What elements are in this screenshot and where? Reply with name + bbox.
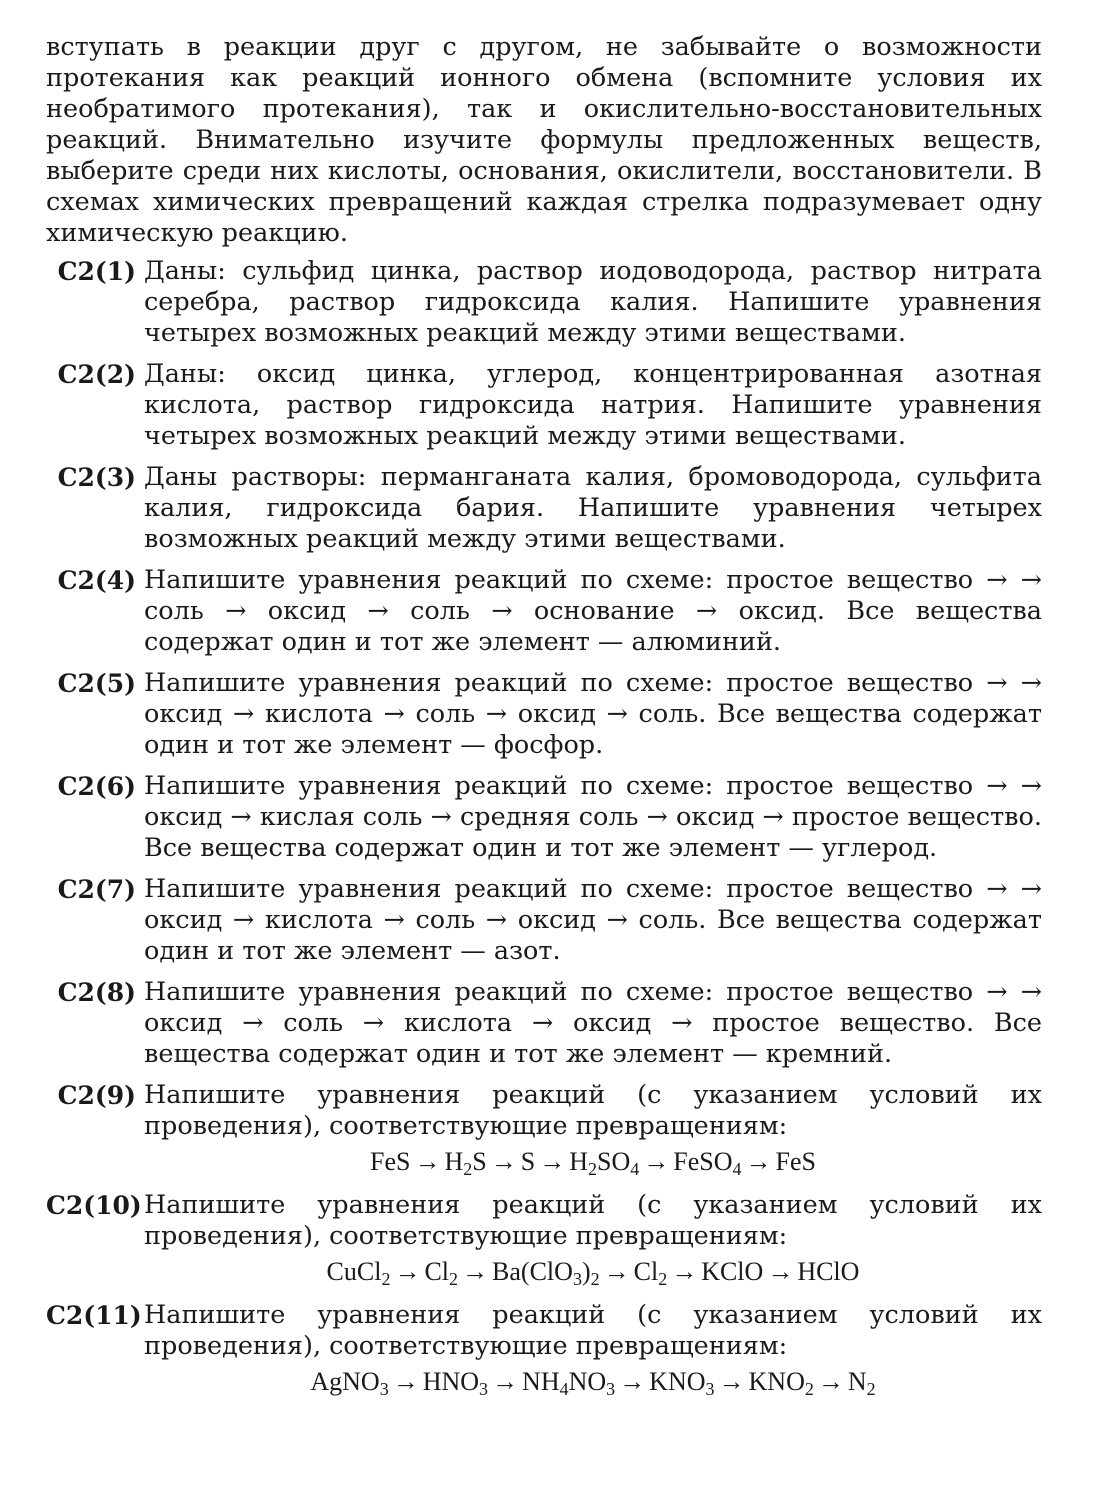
formula: AgNO$_3$ xyxy=(310,1367,389,1399)
transformation-scheme xyxy=(144,1144,1042,1180)
formula: $Cl_2$ xyxy=(424,1257,459,1289)
formula: $HNO_3$ xyxy=(422,1367,489,1399)
formula: $H_2S$ xyxy=(444,1147,487,1179)
arrow: → xyxy=(603,1257,630,1286)
task-text: Напишите уравнения реакций по схеме: простое вещество → → оксид → соль → кислота → оксид → простое вещество. Все вещества содержат один и тот же элемент — кремний. xyxy=(144,977,1042,1069)
task-text: Напишите уравнения реакций (с указанием условий их проведения), соответствующие превращениям: xyxy=(144,1080,1042,1141)
task-number: С2(2) xyxy=(57,360,136,389)
formula: $Ba(ClO_3)_2$ xyxy=(492,1257,600,1289)
formula: FeS xyxy=(370,1147,411,1176)
task-number: С2(11) xyxy=(46,1301,142,1330)
task-body xyxy=(144,1080,1042,1180)
task-body xyxy=(144,1300,1042,1400)
task-c2-7 xyxy=(46,874,1042,967)
arrow: → xyxy=(392,1367,419,1396)
task-number: С2(7) xyxy=(57,875,136,904)
task-text: Напишите уравнения реакций по схеме: простое вещество → → соль → оксид → соль → основание → оксид. Все вещества содержат один и тот же элемент — алюминий. xyxy=(144,565,1042,657)
task-c2-5 xyxy=(46,668,1042,761)
formula: S xyxy=(520,1147,536,1176)
task-number: С2(1) xyxy=(57,257,136,286)
formula: $KNO_2$ xyxy=(748,1367,814,1399)
arrow: → xyxy=(745,1147,772,1176)
formula: FeSO$_4$ xyxy=(673,1147,742,1179)
arrow: → xyxy=(539,1147,566,1176)
task-text: Даны растворы: перманганата калия, бромоводорода, сульфита калия, гидроксида бария. Напишите уравнения четырех возможных реакций между этими веществами. xyxy=(144,462,1042,554)
task-c2-3 xyxy=(46,462,1042,555)
task-text: Напишите уравнения реакций (с указанием условий их проведения), соответствующие превращениям: xyxy=(144,1300,1042,1361)
task-number: С2(9) xyxy=(57,1081,136,1110)
transformation-scheme xyxy=(144,1364,1042,1400)
arrow: → xyxy=(671,1257,698,1286)
task-number: С2(6) xyxy=(57,772,136,801)
task-c2-6 xyxy=(46,771,1042,864)
formula: $H_2SO_4$ xyxy=(569,1147,640,1179)
arrow: → xyxy=(718,1367,745,1396)
arrow: → xyxy=(490,1147,517,1176)
intro-paragraph: вступать в реакции друг с другом, не забывайте о возможности протекания как реакций ионного обмена (вспомните условия их необратимого протекания), так и окислительно-восстановительных реакций. Внимательно изучите формулы предложенных веществ, выберите среди них кислоты, основания, окислители, восстановители. В схемах химических превращений каждая стрелка подразумевает одну химическую реакцию. xyxy=(46,32,1042,248)
task-number: С2(4) xyxy=(57,566,136,595)
arrow: → xyxy=(462,1257,489,1286)
task-number: С2(8) xyxy=(57,978,136,1007)
task-number: С2(10) xyxy=(46,1191,142,1220)
task-text: Напишите уравнения реакций по схеме: простое вещество → → оксид → кислота → соль → оксид → соль. Все вещества содержат один и тот же элемент — фосфор. xyxy=(144,668,1042,760)
formula: $N_2$ xyxy=(847,1367,876,1399)
task-text: Даны: оксид цинка, углерод, концентрированная азотная кислота, раствор гидроксида натрия. Напишите уравнения четырех возможных реакций между этими веществами. xyxy=(144,359,1042,451)
arrow: → xyxy=(643,1147,670,1176)
task-text: Напишите уравнения реакций (с указанием условий их проведения), соответствующие превращениям: xyxy=(144,1190,1042,1251)
task-text: Напишите уравнения реакций по схеме: простое вещество → → оксид → кислая соль → средняя соль → оксид → простое вещество. Все вещества содержат один и тот же элемент — углерод. xyxy=(144,771,1042,863)
formula: KClO xyxy=(701,1257,764,1286)
arrow: → xyxy=(767,1257,794,1286)
formula: $KNO_3$ xyxy=(649,1367,715,1399)
formula: HClO xyxy=(797,1257,860,1286)
arrow: → xyxy=(414,1147,441,1176)
task-number: С2(3) xyxy=(57,463,136,492)
task-body xyxy=(144,1190,1042,1290)
task-c2-2 xyxy=(46,359,1042,452)
arrow: → xyxy=(817,1367,844,1396)
textbook-page xyxy=(46,32,1042,1410)
formula: CuCl$_2$ xyxy=(326,1257,391,1289)
task-c2-10 xyxy=(46,1190,1042,1290)
task-text: Напишите уравнения реакций по схеме: простое вещество → → оксид → кислота → соль → оксид → соль. Все вещества содержат один и тот же элемент — азот. xyxy=(144,874,1042,966)
task-number: С2(5) xyxy=(57,669,136,698)
task-c2-8 xyxy=(46,977,1042,1070)
task-c2-4 xyxy=(46,565,1042,658)
formula: $Cl_2$ xyxy=(633,1257,668,1289)
formula: $NH_4NO_3$ xyxy=(522,1367,616,1399)
task-c2-9 xyxy=(46,1080,1042,1180)
arrow: → xyxy=(619,1367,646,1396)
task-c2-1 xyxy=(46,256,1042,349)
transformation-scheme xyxy=(144,1254,1042,1290)
task-c2-11 xyxy=(46,1300,1042,1400)
arrow: → xyxy=(492,1367,519,1396)
arrow: → xyxy=(394,1257,421,1286)
formula: FeS xyxy=(775,1147,816,1176)
task-text: Даны: сульфид цинка, раствор иодоводорода, раствор нитрата серебра, раствор гидроксида калия. Напишите уравнения четырех возможных реакций между этими веществами. xyxy=(144,256,1042,348)
